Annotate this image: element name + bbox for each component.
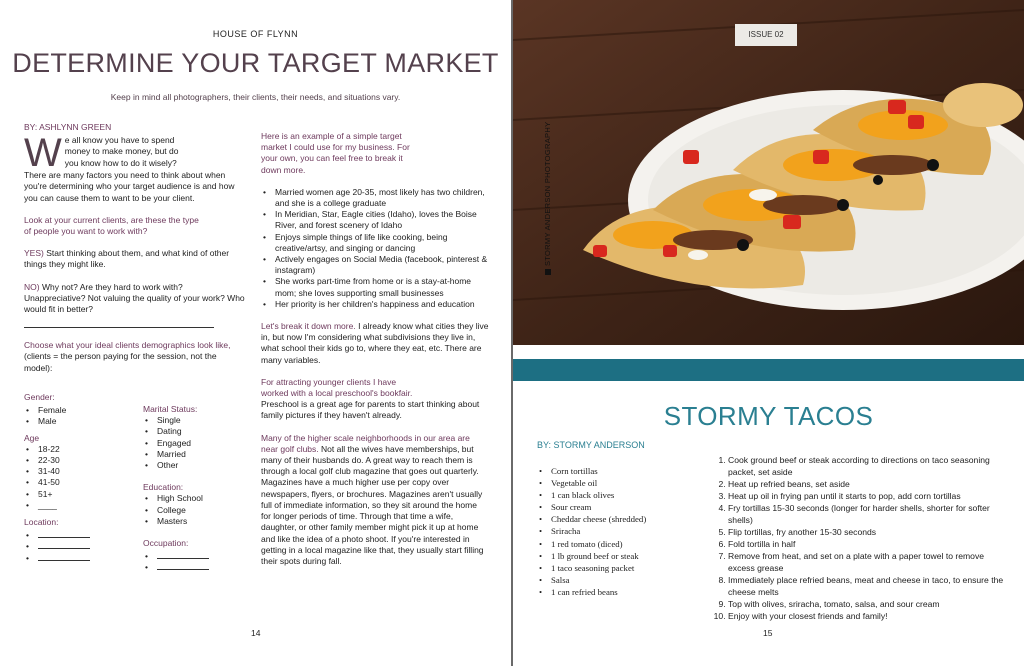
age-list xyxy=(24,444,134,511)
list-item: • Masters xyxy=(157,516,243,527)
ingredient-item: • Salsa xyxy=(551,574,646,586)
step-item: 1. Cook ground beef or steak according to directions on taco seasoning packet, set aside xyxy=(728,454,1011,478)
list-item: • Actively engages on Social Media (facebook, pinterest & instagram) xyxy=(275,254,489,276)
recipe-byline: BY: STORMY ANDERSON xyxy=(537,440,645,450)
step-item: 2. Heat up refried beans, set aside xyxy=(728,478,1011,490)
list-item: • In Meridian, Star, Eagle cities (Idaho), loves the Boise River, and forest scenery of Idaho xyxy=(275,209,489,231)
list-item: • Other xyxy=(157,460,243,471)
example-intro: Here is an example of a simple target market I could use for my business. For your own, you can feel free to break it down more. xyxy=(261,131,410,175)
question: Look at your current clients, are these the type of people you want to work with? xyxy=(24,214,199,237)
blank-line xyxy=(157,562,209,570)
yes-paragraph xyxy=(24,248,246,270)
credit-marker-icon xyxy=(545,269,551,275)
ingredient-item: • Sriracha xyxy=(551,525,646,537)
gender-list xyxy=(24,405,134,427)
left-page xyxy=(0,0,511,666)
recipe-title: STORMY TACOS xyxy=(663,401,874,431)
education-list xyxy=(143,493,243,527)
step-item: 4. Fry tortillas 15-30 seconds (longer for harder shells, shorter for softer shells) xyxy=(728,502,1011,526)
list-item: • She works part-time from home or is a stay-at-home mom; she loves supporting small businesses xyxy=(275,276,489,298)
list-item: • Female xyxy=(38,405,134,416)
list-item: • Married women age 20-35, most likely has two children, and she is a college graduate xyxy=(275,187,489,209)
demographics-left xyxy=(24,392,134,564)
list-item: • ____ xyxy=(38,500,134,511)
no-paragraph xyxy=(24,282,246,316)
list-item: • Engaged xyxy=(157,438,243,449)
taco-photo-illustration xyxy=(513,0,1024,345)
blank-line xyxy=(38,553,90,561)
younger-lead: For attracting younger clients I have worked with a local preschool's bookfair. xyxy=(261,376,413,399)
list-item xyxy=(38,530,134,541)
list-item xyxy=(157,551,243,562)
ingredient-item: • Corn tortillas xyxy=(551,465,646,477)
taco-photo xyxy=(513,0,1024,345)
page-number: 14 xyxy=(251,628,261,638)
list-item xyxy=(157,562,243,573)
ingredient-item: • 1 taco seasoning packet xyxy=(551,562,646,574)
list-item: • Married xyxy=(157,449,243,460)
article-byline: BY: ASHLYNN GREEN xyxy=(24,122,112,132)
steps-list xyxy=(711,454,1011,622)
ingredients-list xyxy=(537,465,646,598)
breakdown-paragraph xyxy=(261,321,489,366)
list-item: • 22-30 xyxy=(38,455,134,466)
list-item: • College xyxy=(157,505,243,516)
left-column xyxy=(24,122,246,374)
breakdown-text: I already know what cities they live in, but now I'm considering what subdivisions they live in, what school their kids go to, where they eat, etc. There are many variables. xyxy=(261,321,489,365)
issue-tag: ISSUE 02 xyxy=(735,24,797,46)
paragraph: There are many factors you need to think about when you're determining who your target audience is and how you can cause them to want to be your client. xyxy=(24,170,235,203)
list-item: • Dating xyxy=(157,426,243,437)
location-list xyxy=(24,530,134,564)
list-item: • 18-22 xyxy=(38,444,134,455)
instructions xyxy=(711,454,1011,622)
magazine-name: HOUSE OF FLYNN xyxy=(212,29,299,39)
gender-heading: Gender: xyxy=(24,392,55,402)
younger-text: Preschool is a great age for parents to start thinking about family pictures if they haven't already. xyxy=(261,399,480,421)
list-item: • Male xyxy=(38,416,134,427)
list-item: • Her priority is her children's happiness and education xyxy=(275,299,489,310)
education-heading: Education: xyxy=(143,482,184,493)
choose-paragraph xyxy=(24,340,246,374)
lead-line: money to make money, but do xyxy=(64,146,179,157)
list-item: • 31-40 xyxy=(38,466,134,477)
blank-line xyxy=(38,530,90,538)
list-item: • 51+ xyxy=(38,489,134,500)
marital-list xyxy=(143,415,243,471)
occupation-list xyxy=(143,551,243,573)
ingredient-item: • 1 red tomato (diced) xyxy=(551,538,646,550)
blank-line xyxy=(38,541,90,549)
breakdown-lead: Let's break it down more. xyxy=(261,321,356,332)
location-heading: Location: xyxy=(24,517,59,528)
age-heading: Age xyxy=(24,432,40,443)
higher-paragraph xyxy=(261,433,489,567)
step-item: 7. Remove from heat, and set on a plate with a paper towel to remove excess grease xyxy=(728,550,1011,574)
occupation-heading: Occupation: xyxy=(143,538,189,549)
ingredient-item: • 1 can refried beans xyxy=(551,586,646,598)
divider xyxy=(24,327,214,328)
list-item xyxy=(38,553,134,564)
higher-text: Not all the wives have memberships, but many of their husbands do. A great way to reach them is through a local golf club magazine that goes out quarterly. Magazines have a much higher use per copy over newspapers, flyers, or brochures. Magazines aren't usually full of immediate information, so they sit around the home for longer periods of time. Through that time a wife, daughter, or other family member might pick it up at home and like the idea of a photo shoot. If you're interested in getting in a local magazine like that, they usually start filling their spots during fall. xyxy=(261,443,484,566)
yes-label: YES) xyxy=(24,248,44,259)
lead-line: e all know you have to spend xyxy=(64,135,175,146)
ingredient-item: • 1 lb ground beef or steak xyxy=(551,550,646,562)
right-column xyxy=(261,131,489,567)
photo-credit xyxy=(543,122,552,275)
yes-text: Start thinking about them, and what kind of other things they might like. xyxy=(24,248,230,270)
step-item: 5. Flip tortillas, fry another 15-30 seconds xyxy=(728,526,1011,538)
step-item: 9. Top with olives, sriracha, tomato, salsa, and sour cream xyxy=(728,598,1011,610)
list-item xyxy=(38,541,134,552)
ingredient-item: • 1 can black olives xyxy=(551,489,646,501)
accent-band xyxy=(513,359,1024,381)
example-list xyxy=(261,187,489,310)
drop-cap: W xyxy=(24,131,62,176)
no-label: NO) xyxy=(24,281,40,292)
step-item: 6. Fold tortilla in half xyxy=(728,538,1011,550)
step-item: 10. Enjoy with your closest friends and family! xyxy=(728,610,1011,622)
list-item: • High School xyxy=(157,493,243,504)
page-number: 15 xyxy=(763,628,773,638)
lead-paragraph xyxy=(24,131,246,204)
marital-heading: Marital Status: xyxy=(143,404,198,414)
demographics-right xyxy=(143,404,243,574)
article-intro: Keep in mind all photographers, their clients, their needs, and situations vary. xyxy=(110,92,401,102)
choose-lead: Choose what your ideal clients demographics look like, xyxy=(24,340,231,351)
article-title: DETERMINE YOUR TARGET MARKET xyxy=(12,48,499,78)
ingredient-item: • Vegetable oil xyxy=(551,477,646,489)
no-text: Why not? Are they hard to work with? Unappreciative? Not valuing the quality of your work? Who would fit in better? xyxy=(24,281,245,315)
photo-credit-text: STORMY ANDERSON PHOTOGRAPHY xyxy=(543,121,552,266)
list-item: • Enjoys simple things of life like cooking, being creative/artsy, and singing or dancing xyxy=(275,232,489,254)
step-item: 8. Immediately place refried beans, meat and cheese in taco, to ensure the cheese melts xyxy=(728,574,1011,598)
list-item: • 41-50 xyxy=(38,477,134,488)
higher-lead: Many of the higher scale neighborhoods in our area are near golf clubs. xyxy=(261,432,470,454)
lead-line: you know how to do it wisely? xyxy=(64,157,177,168)
step-item: 3. Heat up oil in frying pan until it starts to pop, add corn tortillas xyxy=(728,490,1011,502)
list-item: • Single xyxy=(157,415,243,426)
ingredient-item: • Cheddar cheese (shredded) xyxy=(551,513,646,525)
ingredient-item: • Sour cream xyxy=(551,501,646,513)
right-page xyxy=(513,0,1024,666)
choose-text: (clients = the person paying for the session, not the model): xyxy=(24,351,217,373)
blank-line xyxy=(157,551,209,559)
ingredients xyxy=(537,465,646,598)
